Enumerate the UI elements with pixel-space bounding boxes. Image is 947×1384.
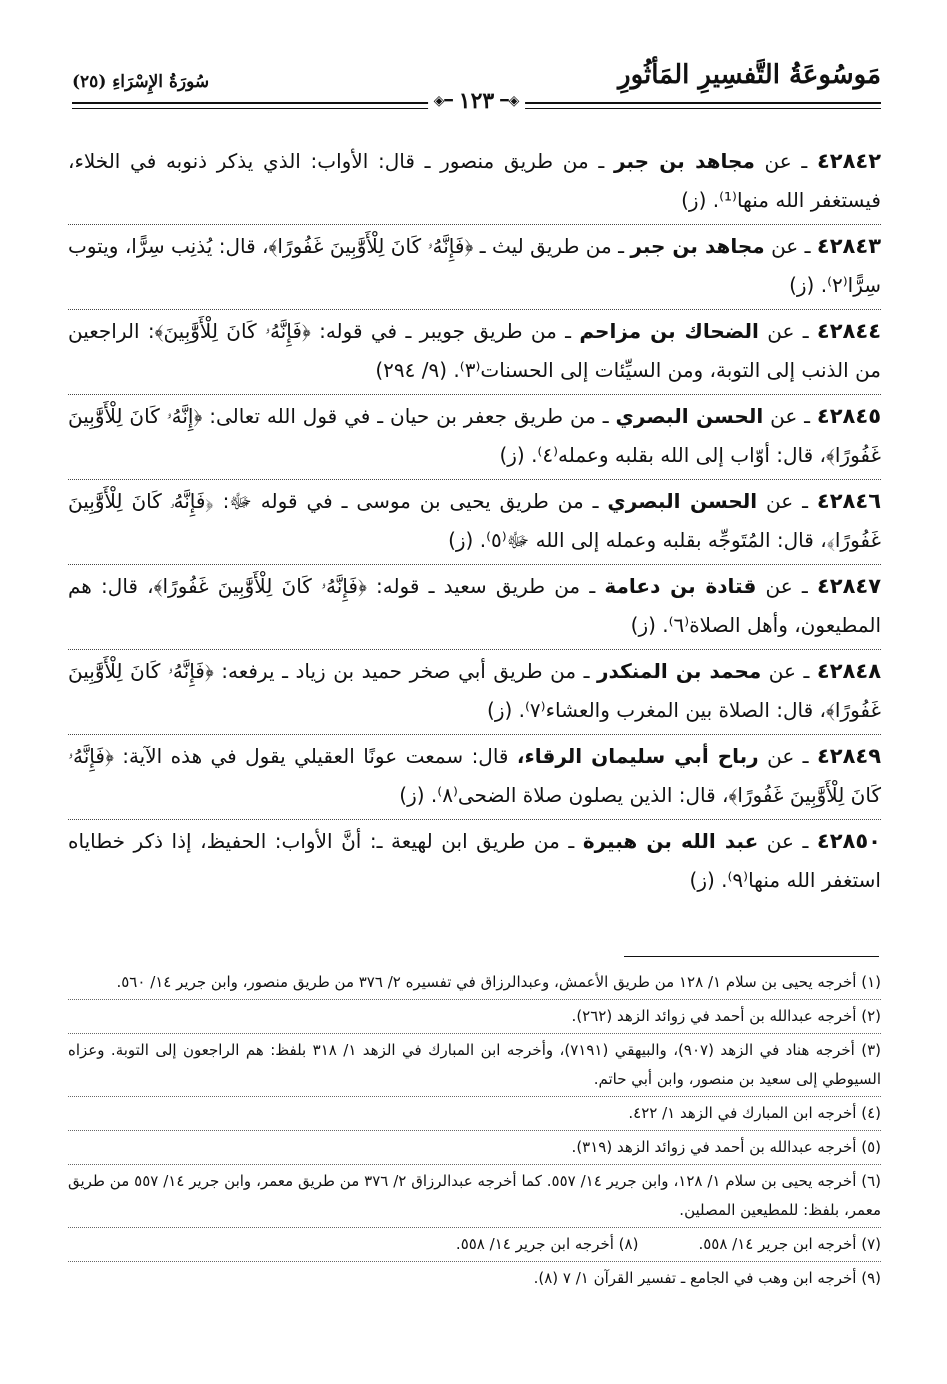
narration-entry <box>68 140 881 225</box>
entry-prefix: ـ عن <box>766 489 808 513</box>
footnotes <box>68 966 881 1295</box>
entry-text: ـ من طريق أبي صخر حميد بن زياد ـ يرفعه: ﴿فَإِنَّهُۥ كَانَ لِلْأَوَّٰبِينَ غَفُورًا﴾، قال: الصلاة بين المغرب والعشاء⁽٧⁾. (ز) <box>68 659 881 722</box>
narration-entry <box>68 735 881 820</box>
footnote: (٥) أخرجه عبدالله بن أحمد في زوائد الزهد (٣١٩). <box>68 1131 881 1165</box>
narration-entry <box>68 565 881 650</box>
entry-prefix: ـ عن <box>764 149 808 173</box>
ornament-icon: ◈━ <box>500 93 520 109</box>
footnote: (٩) أخرجه ابن وهب في الجامع ـ تفسير القرآن ١/ ٧ (٨). <box>533 1269 881 1287</box>
entry-text: قال: سمعت عونًا العقيلي يقول في هذه الآية: ﴿فَإِنَّهُۥ كَانَ لِلْأَوَّٰبِينَ غَفُورًا﴾، قال: الذين يصلون صلاة الضحى⁽٨⁾. (ز) <box>68 744 881 807</box>
surah-label: سُورَةُ الإِسْرَاءِ (٢٥) <box>72 72 210 92</box>
narrations-list <box>68 140 881 904</box>
entry-text: ـ من طريق ابن لهيعة ـ: أنَّ الأواب: الحفيظ، إذا ذكر خطاياه استغفر الله منها⁽٩⁾. (ز) <box>68 829 881 892</box>
narrator-name: الحسن البصري <box>607 489 758 513</box>
entry-text: ـ من طريق سعيد ـ قوله: ﴿فَإِنَّهُۥ كَانَ لِلْأَوَّٰبِينَ غَفُورًا﴾، قال: هم المطيعون، وأهل الصلاة⁽٦⁾. (ز) <box>68 574 881 637</box>
entry-text: ـ من طريق منصور ـ قال: الأواب: الذي يذكر ذنوبه في الخلاء، فيستغفر الله منها⁽¹⁾. (ز) <box>68 149 881 212</box>
entry-text: ـ من طريق يحيى بن موسى ـ في قوله ﷻ: ﴿فَإِنَّهُۥ كَانَ لِلْأَوَّٰبِينَ غَفُورًا﴾، قال: المُتَوجِّه بقلبه وعمله إلى الله ﷻ⁽٥⁾. (ز) <box>68 489 881 552</box>
narrator-name: قتادة بن دعامة <box>604 574 757 598</box>
narrator-name: رباح أبي سليمان الرقاء، <box>516 744 759 768</box>
footnote: (٢) أخرجه عبدالله بن أحمد في زوائد الزهد (٢٦٢). <box>68 1000 881 1034</box>
entry-number: ٤٢٨٤٢ <box>816 149 882 173</box>
entry-number: ٤٢٨٤٩ <box>816 744 882 768</box>
entry-number: ٤٢٨٤٦ <box>816 489 882 513</box>
entry-prefix: ـ عن <box>766 829 809 853</box>
narration-entry <box>68 395 881 480</box>
entry-prefix: ـ عن <box>767 319 809 343</box>
footnote: (٨) أخرجه ابن جرير ١٤/ ٥٥٨. <box>455 1235 639 1253</box>
narrator-name: عبد الله بن هبيرة <box>582 829 759 853</box>
entry-prefix: ـ عن <box>770 404 811 428</box>
narrator-name: الضحاك بن مزاحم <box>579 319 759 343</box>
page-number-box <box>428 88 526 114</box>
footnote: (٣) أخرجه هناد في الزهد (٩٠٧)، والبيهقي (٧١٩١)، وأخرجه ابن المبارك في الزهد ١/ ٣١٨ بلفظ: هم الراجعون إلى التوبة. وعزاه السيوطي إلى سعيد بن منصور، وابن أبي حاتم. <box>68 1034 881 1097</box>
page-number: ١٢٣ <box>458 88 495 114</box>
narration-entry <box>68 225 881 310</box>
book-title: مَوسُوعَةُ التَّفسِيرِ المَأثُورِ <box>618 60 881 90</box>
entry-number: ٤٢٨٤٣ <box>816 234 882 258</box>
entry-prefix: ـ عن <box>768 659 810 683</box>
footnote: (٤) أخرجه ابن المبارك في الزهد ١/ ٤٢٢. <box>68 1097 881 1131</box>
footnote: (٧) أخرجه ابن جرير ١٤/ ٥٥٨. <box>698 1235 881 1253</box>
entry-number: ٤٢٨٤٥ <box>816 404 882 428</box>
ornament-icon: ━◈ <box>433 93 453 109</box>
entry-prefix: ـ عن <box>771 234 811 258</box>
entry-text: ـ من طريق جعفر بن حيان ـ في قول الله تعالى: ﴿إِنَّهُۥ كَانَ لِلْأَوَّٰبِينَ غَفُورًا﴾، قال: أوّاب إلى الله بقلبه وعمله⁽٤⁾. (ز) <box>68 404 881 467</box>
entry-number: ٤٢٨٤٤ <box>816 319 882 343</box>
footnote: (٦) أخرجه يحيى بن سلام ١/ ١٢٨، وابن جرير ١٤/ ٥٥٧. كما أخرجه عبدالرزاق ٢/ ٣٧٦ من طريق معمر، وابن جرير ١٤/ ٥٥٧ من طريق معمر، بلفظ: للمطيعين المصلين. <box>68 1165 881 1228</box>
entry-number: ٤٢٨٤٨ <box>816 659 882 683</box>
narration-entry <box>68 480 881 565</box>
narrator-name: الحسن البصري <box>615 404 764 428</box>
narrator-name: مجاهد بن جبر <box>613 149 755 173</box>
entry-text: ـ من طريق ليث ـ ﴿فَإِنَّهُۥ كَانَ لِلْأَوَّٰبِينَ غَفُورًا﴾، قال: يُذنِب سِرًّا، ويتوب سِرًّا⁽٢⁾. (ز) <box>68 234 881 297</box>
footnote: (١) أخرجه يحيى بن سلام ١/ ١٢٨ من طريق الأعمش، وعبدالرزاق في تفسيره ٢/ ٣٧٦ من طريق منصور، وابن جرير ١٤/ ٥٦٠. <box>68 966 881 1000</box>
page-header <box>72 58 881 118</box>
narration-entry <box>68 650 881 735</box>
entry-prefix: ـ عن <box>765 574 808 598</box>
entry-number: ٤٢٨٥٠ <box>816 829 881 853</box>
entry-text: ـ من طريق جويبر ـ في قوله: ﴿فَإِنَّهُۥ كَانَ لِلْأَوَّٰبِينَ﴾: الراجعين من الذنب إلى التوبة، ومن السيِّئات إلى الحسنات⁽٣⁾. (٩/ ٢٩٤) <box>68 319 881 382</box>
narrator-name: محمد بن المنكدر <box>597 659 762 683</box>
narration-entry <box>68 820 881 904</box>
entry-prefix: ـ عن <box>767 744 809 768</box>
narrator-name: مجاهد بن جبر <box>630 234 765 258</box>
narration-entry <box>68 310 881 395</box>
entry-number: ٤٢٨٤٧ <box>816 574 882 598</box>
footnote-pair <box>68 1228 881 1262</box>
footnote-separator <box>624 956 879 957</box>
